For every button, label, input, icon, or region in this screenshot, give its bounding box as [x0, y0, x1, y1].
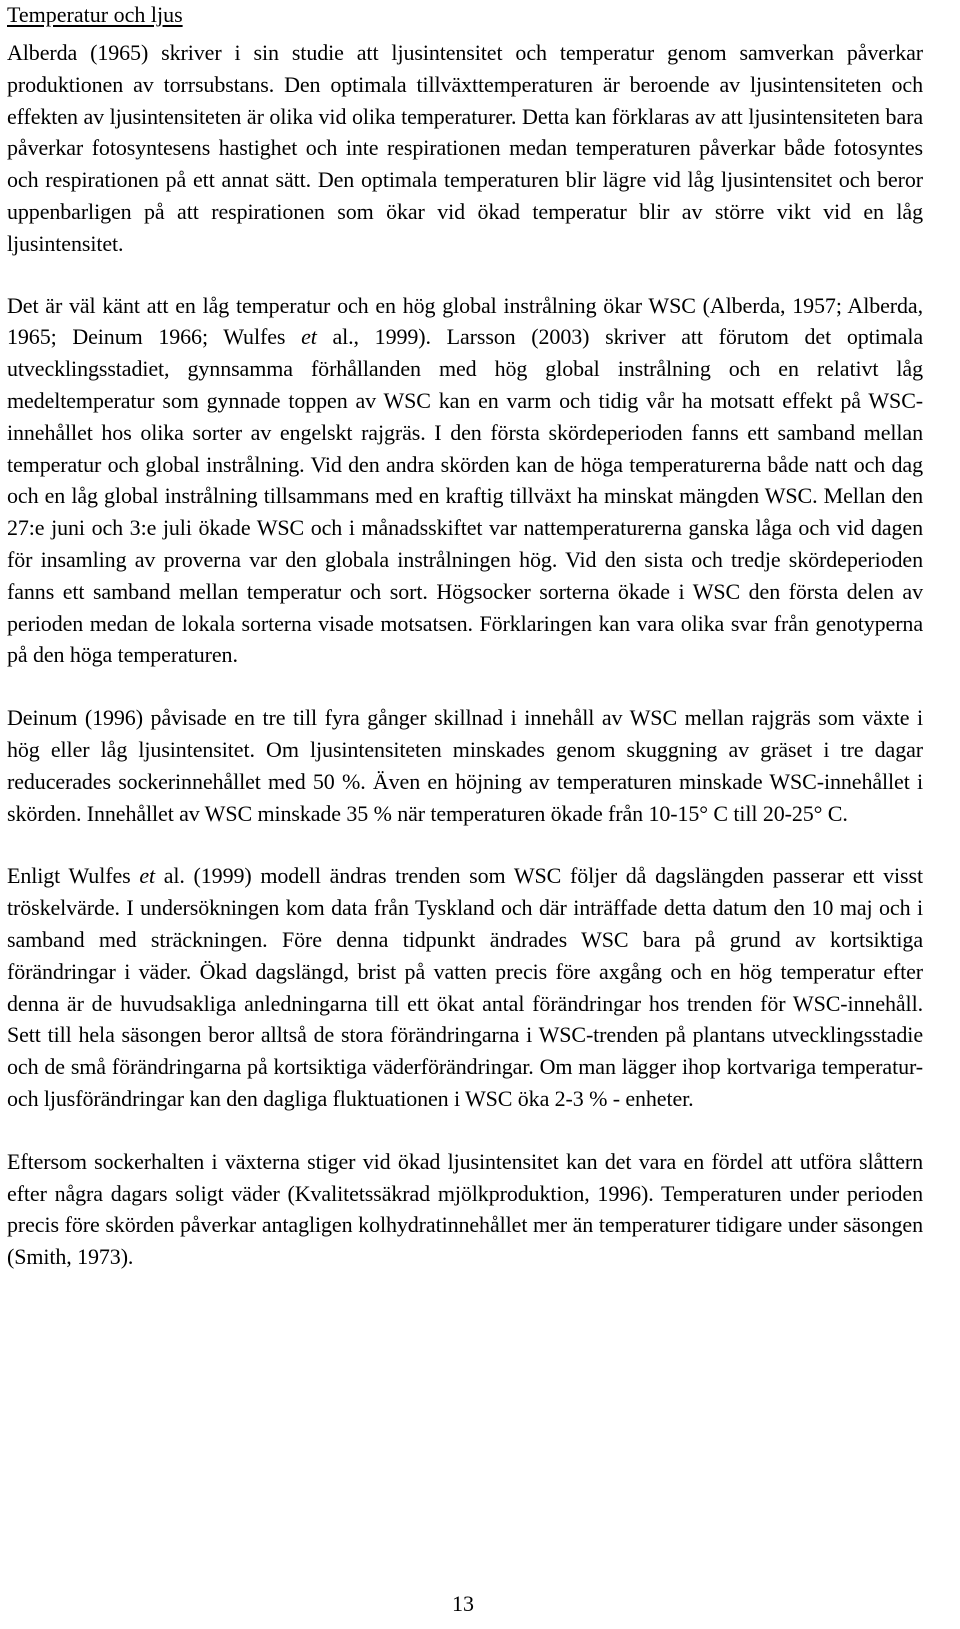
paragraph-text: Alberda (1965) skriver i sin studie att ljusintensitet och temperatur genom samverkan påverkar produktionen av torrsubstans. Den optimala tillväxttemperaturen är beroende av ljusintensiteten och effekten av ljusintensiteten är olika vid olika temperaturer. Detta kan förklaras av att ljusintensiteten bara påverkar fotosyntesens hastighet och inte respirationen medan temperaturen påverkar både fotosyntes och respirationen på ett annat sätt. Den optimala temperaturen blir lägre vid låg ljusintensitet och beror uppenbarligen på att respirationen som ökar vid ökad temperatur blir av större vikt vid en låg ljusintensitet.	[7, 40, 923, 256]
italic-et: et	[301, 324, 317, 350]
page-number: 13	[452, 1591, 474, 1616]
section-heading: Temperatur och ljus	[7, 2, 183, 27]
paragraph-2	[7, 290, 923, 672]
paragraph-1	[7, 37, 923, 260]
paragraph-text: al., 1999). Larsson (2003) skriver att förutom det optimala utvecklingsstadiet, gynnsamma förhållanden med hög global instrålning och en relativt låg medeltemperatur som gynnade toppen av WSC kan en varm och tidig vår ha motsatt effekt på WSC-innehållet hos olika sorter av engelskt rajgräs. I den första skördeperioden fanns ett samband mellan temperatur och global instrålning. Vid den andra skörden kan de höga temperaturerna både natt och dag och en låg global instrålning tillsammans med en kraftig tillväxt ha minskat mängden WSC. Mellan den 27:e juni och 3:e juli ökade WSC och i månadsskiftet var nattemperaturerna ganska låga och vid dagen för insamling av proverna var den globala instrålningen hög. Vid den sista och tredje skördeperioden fanns ett samband mellan temperatur och sort. Högsocker sorterna ökade i WSC den första delen av perioden medan de lokala sorterna visade motsatsen. Förklaringen kan vara olika svar från genotyperna på den höga temperaturen.	[7, 324, 923, 668]
paragraph-text: Deinum (1996) påvisade en tre till fyra gånger skillnad i innehåll av WSC mellan rajgräs som växte i hög eller låg ljusintensitet. Om ljusintensiteten minskades genom skuggning av gräset i tre dagar reducerades sockerinnehållet med 50 %. Även en höjning av temperaturen minskade WSC-innehållet i skörden. Innehållet av WSC minskade 35 % när temperaturen ökade från 10-15° C till 20-25° C.	[7, 705, 923, 826]
paragraph-text: Enligt Wulfes	[7, 863, 140, 889]
document-page	[7, 0, 923, 1273]
paragraph-3	[7, 702, 923, 829]
paragraph-text: Det är väl känt att en låg temperatur och en hög global instrålning ökar WSC (Alberda, 1957; Alberda, 1965; Deinum 1966; Wulfes	[7, 292, 923, 350]
paragraph-5	[7, 1146, 923, 1273]
italic-et: et	[139, 863, 155, 889]
paragraph-text: al. (1999) modell ändras trenden som WSC följer då dagslängden passerar ett visst tröskelvärde. I undersökningen kom data från Tyskland och där inträffade detta datum den 10 maj och i samband med sträckningen. Före denna tidpunkt ändrades WSC bara på grund av kortsiktiga förändringar i väder. Ökad dagslängd, brist på vatten precis före axgång och en hög temperatur efter denna är de huvudsakliga anledningarna till ett ökat antal förändringar hos trenden för WSC-innehåll. Sett till hela säsongen beror alltså de stora förändringarna i WSC-trenden på plantans utvecklingsstadie och de små förändringarna på kortsiktiga väderförändringar. Om man lägger ihop kortvariga temperatur- och ljusförändringar kan den dagliga fluktuationen i WSC öka 2-3 % - enheter.	[7, 863, 923, 1111]
paragraph-text: Eftersom sockerhalten i växterna stiger vid ökad ljusintensitet kan det vara en fördel att utföra slåttern efter några dagars soligt väder (Kvalitetssäkrad mjölkproduktion, 1996). Temperaturen under perioden precis före skörden påverkar antagligen kolhydratinnehållet mer än temperaturer tidigare under säsongen (Smith, 1973).	[7, 1148, 923, 1270]
paragraph-4	[7, 860, 923, 1114]
